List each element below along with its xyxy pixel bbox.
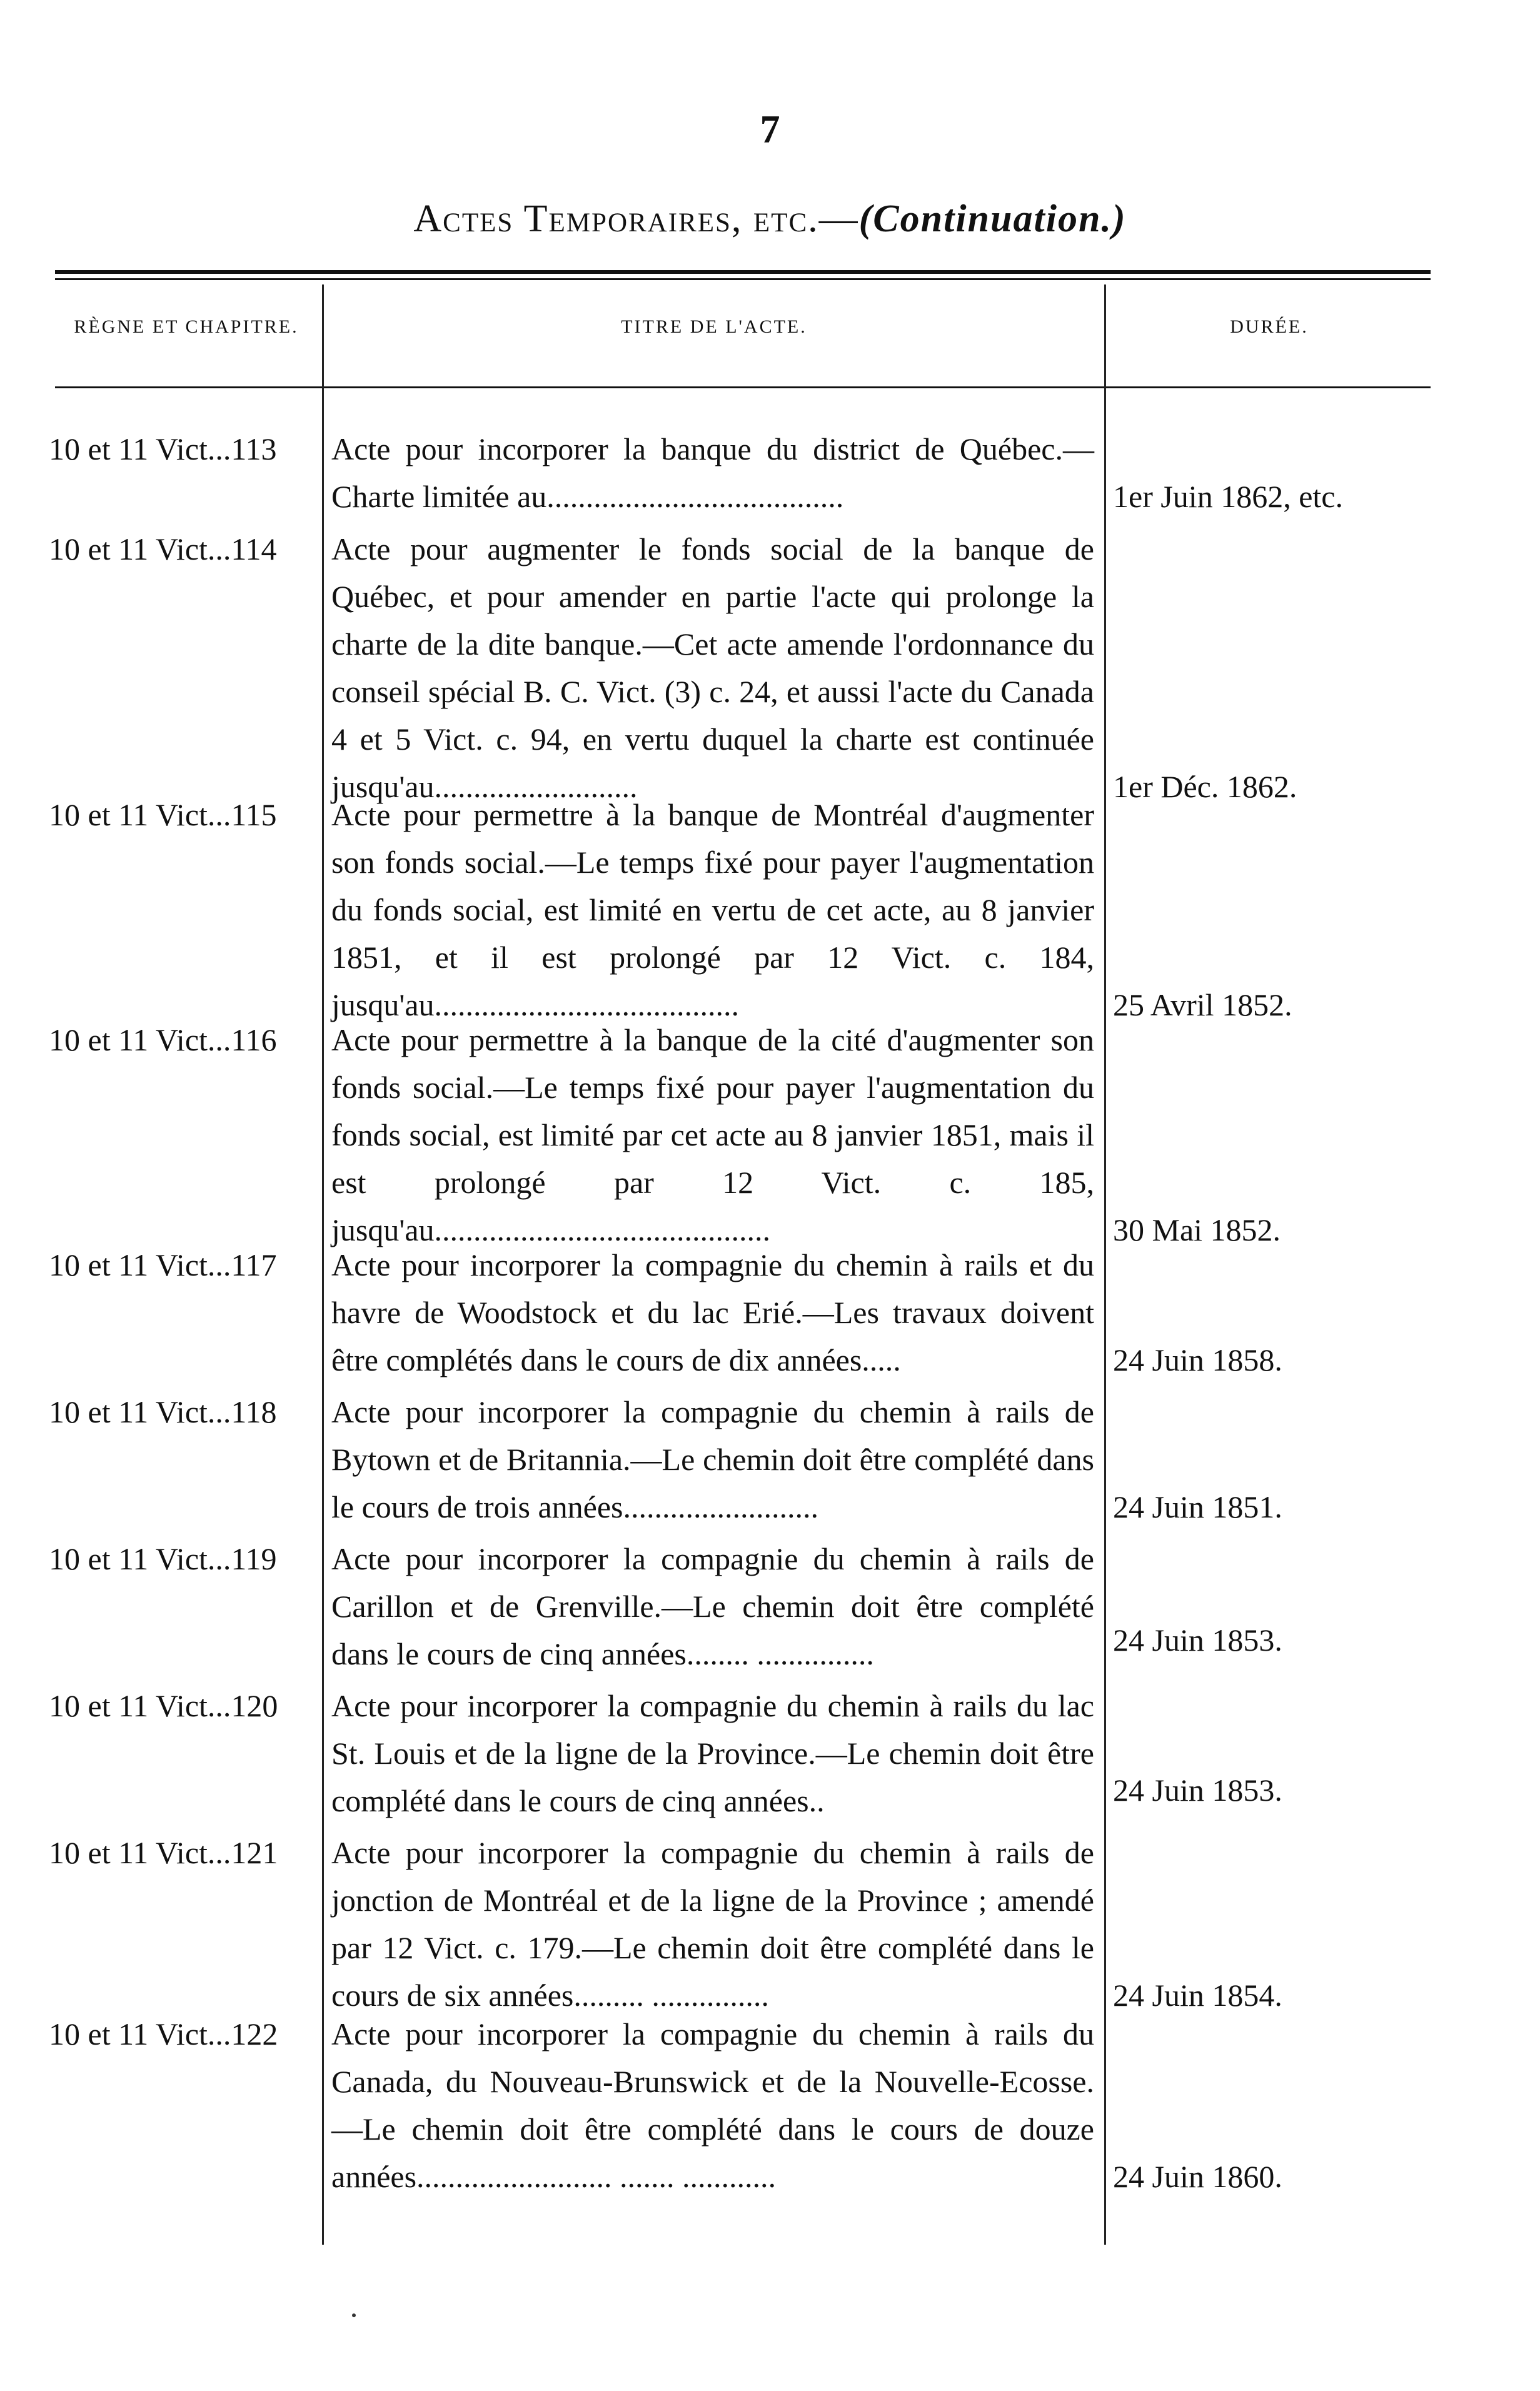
titre-cell: Acte pour incorporer la banque du district de Québec.— Charte limitée au...................................... — [331, 431, 1094, 514]
print-speck — [352, 2313, 356, 2317]
regne-cell: 10 et 11 Vict...116 — [49, 1022, 277, 1057]
titre-cell: Acte pour incorporer la compagnie du chemin à rails du Canada, du Nouveau-Brunswick et de la Nouvelle-Ecosse.—Le chemin doit être complété dans le cours de douze années......................... ....... ............ — [331, 2016, 1094, 2194]
title-dash: — — [818, 198, 859, 240]
duree-cell: 24 Juin 1853. — [1113, 1623, 1282, 1658]
regne-cell: 10 et 11 Vict...120 — [49, 1688, 278, 1723]
regne-cell: 10 et 11 Vict...114 — [49, 531, 277, 566]
regne-cell: 10 et 11 Vict...117 — [49, 1247, 277, 1282]
title-continuation: (Continuation.) — [858, 198, 1127, 240]
column-header-duree: DURÉE. — [1230, 316, 1309, 337]
duree-cell: 1er Juin 1862, etc. — [1113, 479, 1343, 514]
page-title — [0, 197, 1540, 241]
duree-cell: 24 Juin 1854. — [1113, 1978, 1282, 2013]
titre-cell: Acte pour permettre à la banque de la cité d'augmenter son fonds social.—Le temps fixé pour payer l'augmentation du fonds social, est limité par cet acte au 8 janvier 1851, mais il est prolongé par 12 Vict. c. 185, jusqu'au........................................... — [331, 1022, 1094, 1247]
duree-cell: 24 Juin 1853. — [1113, 1773, 1282, 1808]
column-header-titre: TITRE DE L'ACTE. — [621, 316, 807, 337]
regne-cell: 10 et 11 Vict...118 — [49, 1394, 277, 1429]
regne-cell: 10 et 11 Vict...119 — [49, 1541, 277, 1576]
column-header-regne: RÈGNE ET CHAPITRE. — [74, 316, 299, 337]
titre-cell: Acte pour augmenter le fonds social de la banque de Québec, et pour amender en partie l'acte qui prolonge la charte de la dite banque.—Cet acte amende l'ordonnance du conseil spécial B. C. Vict. (3) c. 24, et aussi l'acte du Canada 4 et 5 Vict. c. 94, en vertu duquel la charte est continuée jusqu'au.......................... — [331, 531, 1094, 804]
duree-cell: 25 Avril 1852. — [1113, 987, 1292, 1022]
column-header-rule — [55, 386, 1431, 388]
titre-cell: Acte pour incorporer la compagnie du chemin à rails de Carillon et de Grenville.—Le chemin doit être complété dans le cours de cinq années........ ............... — [331, 1541, 1094, 1671]
regne-cell: 10 et 11 Vict...113 — [49, 431, 277, 466]
duree-cell: 24 Juin 1851. — [1113, 1489, 1282, 1524]
titre-cell: Acte pour permettre à la banque de Montréal d'augmenter son fonds social.—Le temps fixé pour payer l'augmentation du fonds social, est limité en vertu de cet acte, au 8 janvier 1851, et il est prolongé par 12 Vict. c. 184, jusqu'au....................................... — [331, 797, 1094, 1022]
duree-cell: 30 Mai 1852. — [1113, 1212, 1281, 1247]
titre-cell: Acte pour incorporer la compagnie du chemin à rails de Bytown et de Britannia.—Le chemin doit être complété dans le cours de trois années......................... — [331, 1394, 1094, 1524]
header-rule-thin — [55, 278, 1431, 280]
regne-cell: 10 et 11 Vict...115 — [49, 797, 277, 832]
duree-cell: 24 Juin 1860. — [1113, 2159, 1282, 2194]
column-divider-right — [1104, 284, 1106, 2245]
titre-cell: Acte pour incorporer la compagnie du chemin à rails de jonction de Montréal et de la ligne de la Province ; amendé par 12 Vict. c. 179.—Le chemin doit être complété dans le cours de six années......... ............... — [331, 1835, 1094, 2013]
regne-cell: 10 et 11 Vict...122 — [49, 2016, 278, 2051]
duree-cell: 1er Déc. 1862. — [1113, 769, 1297, 804]
title-main: Actes Temporaires, etc. — [413, 198, 819, 240]
page-number: 7 — [760, 107, 780, 151]
regne-cell: 10 et 11 Vict...121 — [49, 1835, 278, 1870]
titre-cell: Acte pour incorporer la compagnie du chemin à rails et du havre de Woodstock et du lac Erié.—Les travaux doivent être complétés dans le cours de dix années..... — [331, 1247, 1094, 1377]
titre-cell: Acte pour incorporer la compagnie du chemin à rails du lac St. Louis et de la ligne de la Province.—Le chemin doit être complété dans le cours de cinq années.. — [331, 1688, 1094, 1818]
header-rule-thick — [55, 270, 1431, 274]
duree-cell: 24 Juin 1858. — [1113, 1342, 1282, 1377]
